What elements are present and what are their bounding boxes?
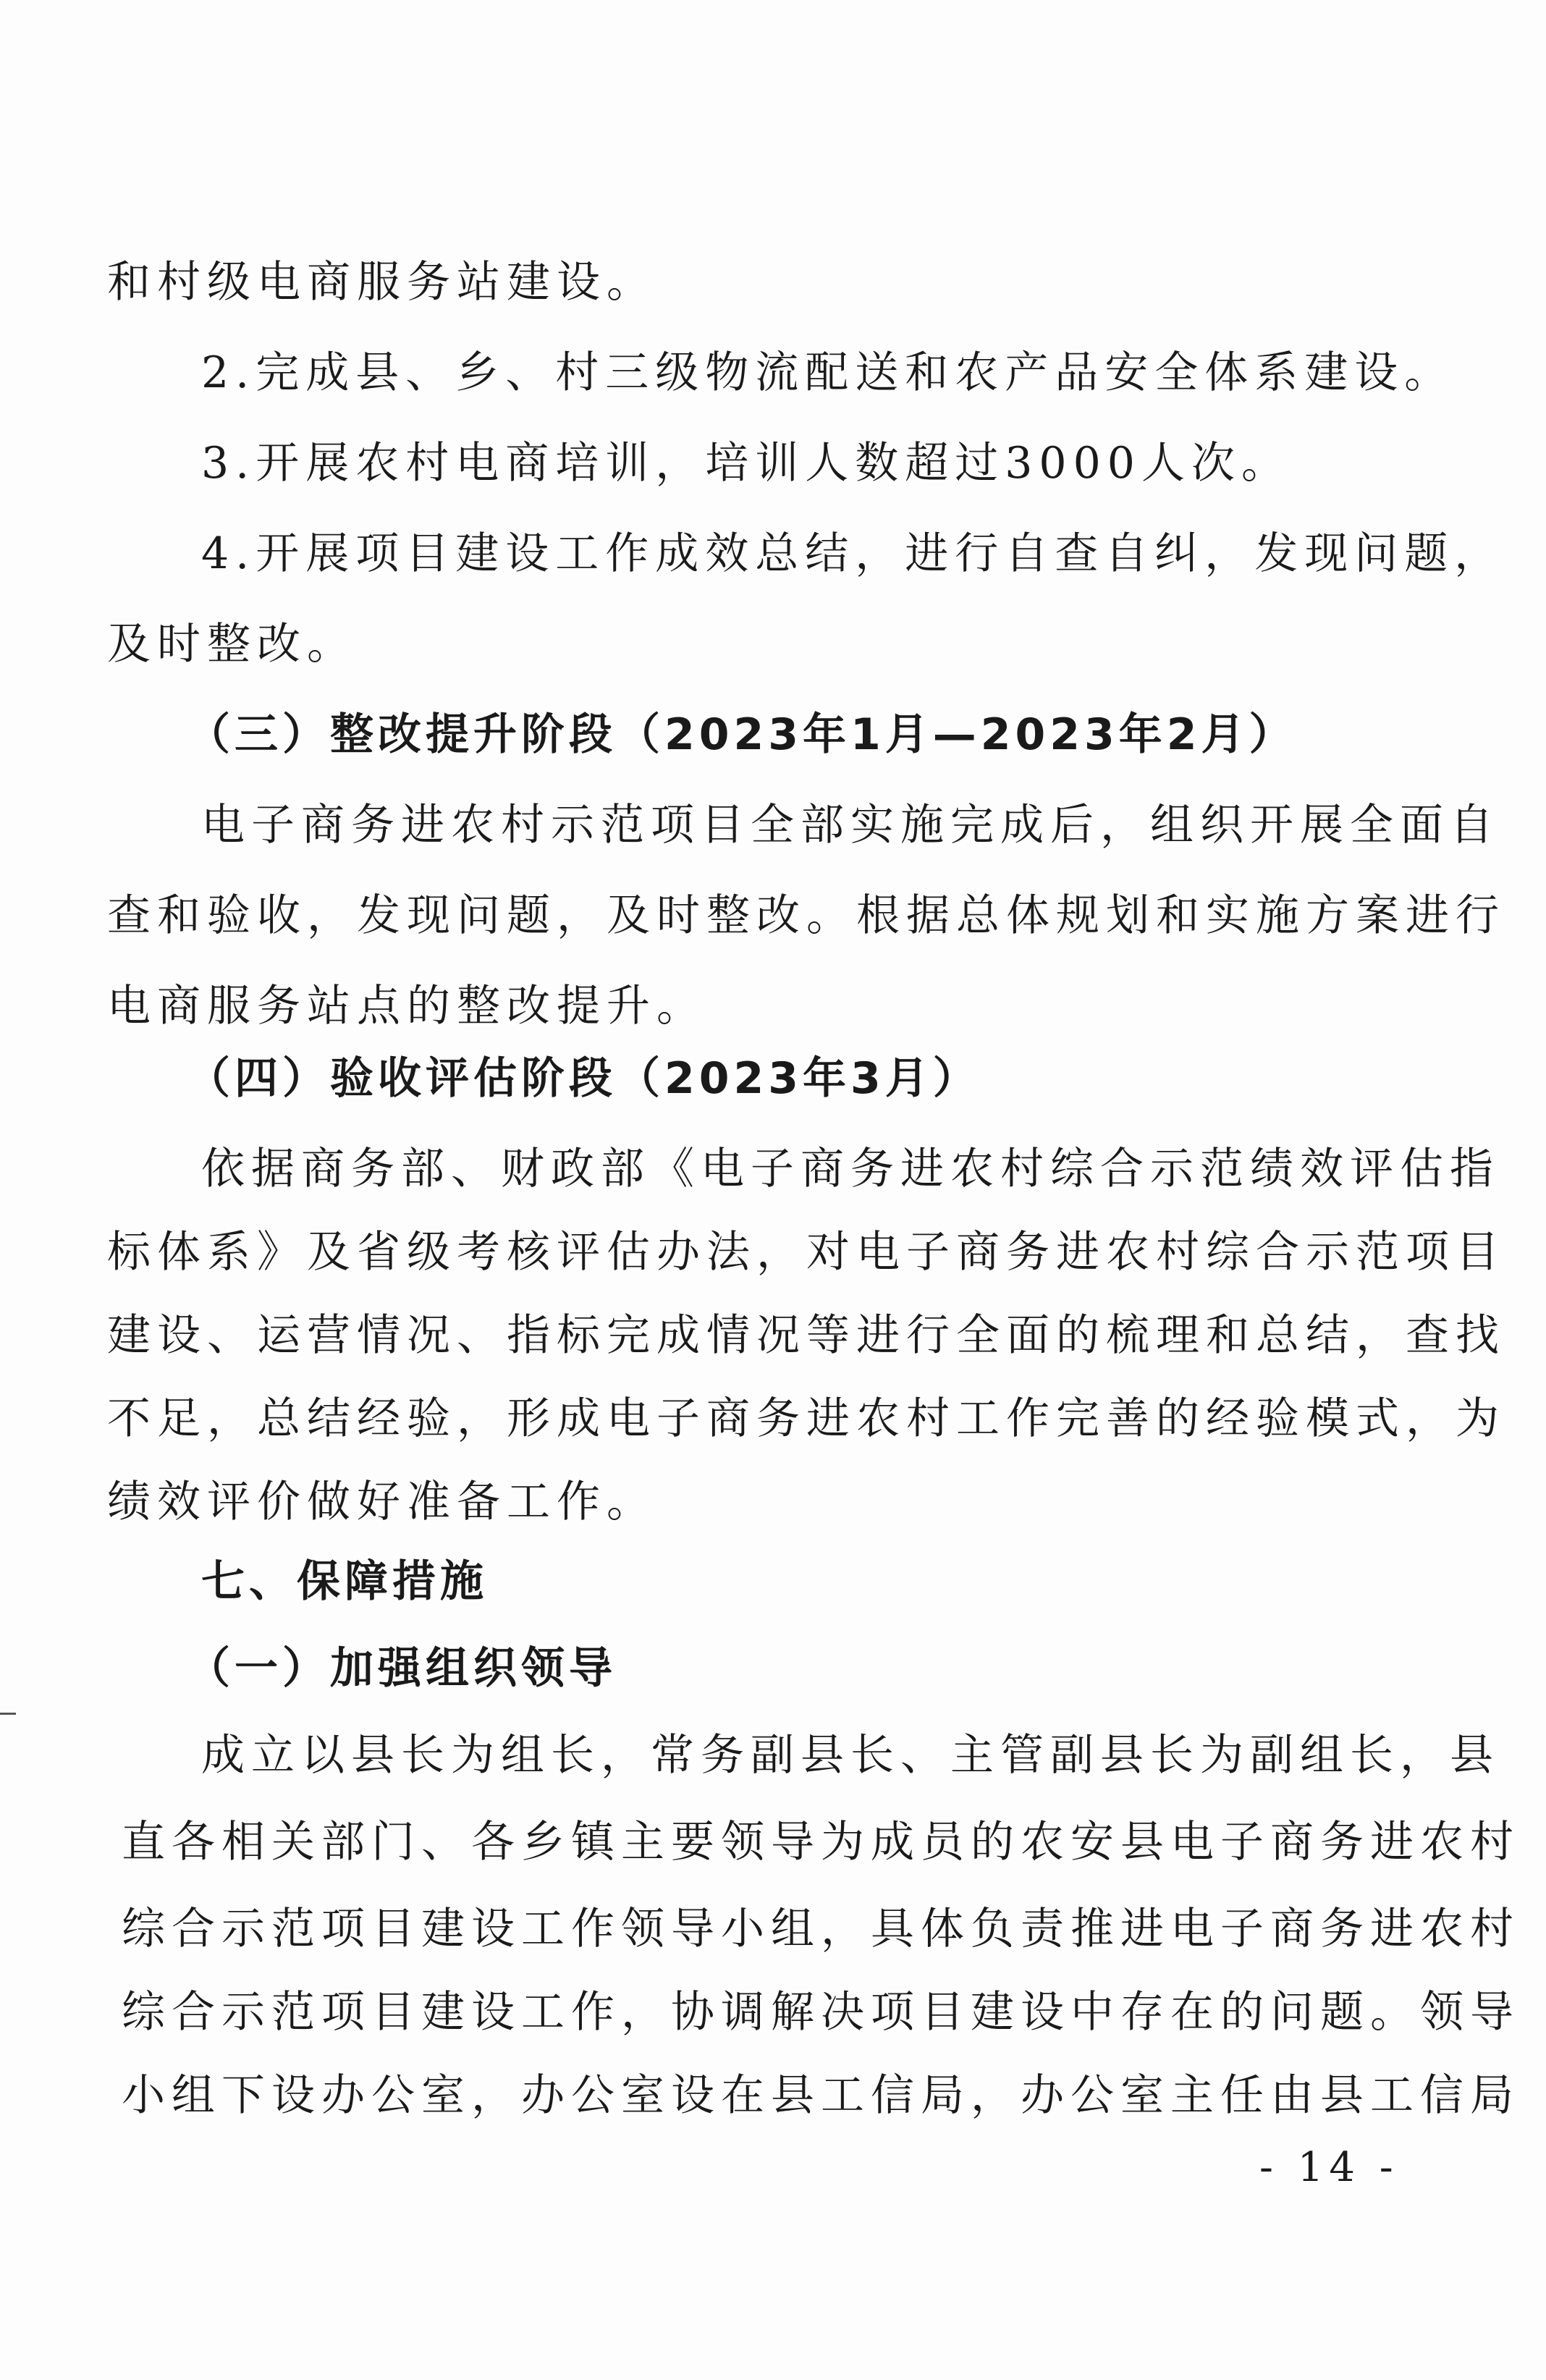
paragraph-rectification-line-1: 电子商务进农村示范项目全部实施完成后，组织开展全面自 bbox=[201, 800, 1500, 851]
paragraph-rectification-line-2: 查和验收，发现问题，及时整改。根据总体规划和实施方案进行 bbox=[107, 890, 1505, 941]
page-number: - 14 - bbox=[1259, 2144, 1399, 2191]
text-line-5: 及时整改。 bbox=[107, 619, 357, 670]
paragraph-acceptance-line-5: 绩效评价做好准备工作。 bbox=[107, 1477, 656, 1527]
paragraph-leadership-line-5: 小组下设办公室，办公室设在县工信局，办公室主任由县工信局 bbox=[122, 2070, 1520, 2121]
section-heading-acceptance: （四）验收评估阶段（2023年3月） bbox=[187, 1053, 981, 1104]
text-line-1: 和村级电商服务站建设。 bbox=[107, 257, 656, 308]
paragraph-leadership-line-4: 综合示范项目建设工作，协调解决项目建设中存在的问题。领导 bbox=[122, 1987, 1520, 2038]
paragraph-leadership-line-2: 直各相关部门、各乡镇主要领导为成员的农安县电子商务进农村 bbox=[122, 1817, 1520, 1868]
paragraph-leadership-line-3: 综合示范项目建设工作领导小组，具体负责推进电子商务进农村 bbox=[122, 1904, 1520, 1954]
chapter-heading-safeguards: 七、保障措施 bbox=[201, 1556, 488, 1607]
list-item-2: 2.完成县、乡、村三级物流配送和农产品安全体系建设。 bbox=[201, 347, 1455, 398]
paragraph-acceptance-line-2: 标体系》及省级考核评估办法，对电子商务进农村综合示范项目 bbox=[107, 1227, 1505, 1278]
margin-mark bbox=[0, 1713, 16, 1715]
paragraph-rectification-line-3: 电商服务站点的整改提升。 bbox=[107, 981, 706, 1031]
paragraph-leadership-line-1: 成立以县长为组长，常务副县长、主管副县长为副组长，县 bbox=[201, 1730, 1500, 1781]
paragraph-acceptance-line-3: 建设、运营情况、指标完成情况等进行全面的梳理和总结，查找 bbox=[107, 1310, 1505, 1361]
paragraph-acceptance-line-4: 不足，总结经验，形成电子商务进农村工作完善的经验模式，为 bbox=[107, 1393, 1505, 1444]
list-item-4: 4.开展项目建设工作成效总结，进行自查自纠，发现问题， bbox=[201, 528, 1505, 579]
list-item-3: 3.开展农村电商培训，培训人数超过3000人次。 bbox=[201, 438, 1291, 489]
section-heading-rectification: （三）整改提升阶段（2023年1月—2023年2月） bbox=[187, 709, 1297, 760]
paragraph-acceptance-line-1: 依据商务部、财政部《电子商务进农村综合示范绩效评估指 bbox=[201, 1144, 1500, 1194]
section-heading-leadership: （一）加强组织领导 bbox=[187, 1643, 617, 1694]
